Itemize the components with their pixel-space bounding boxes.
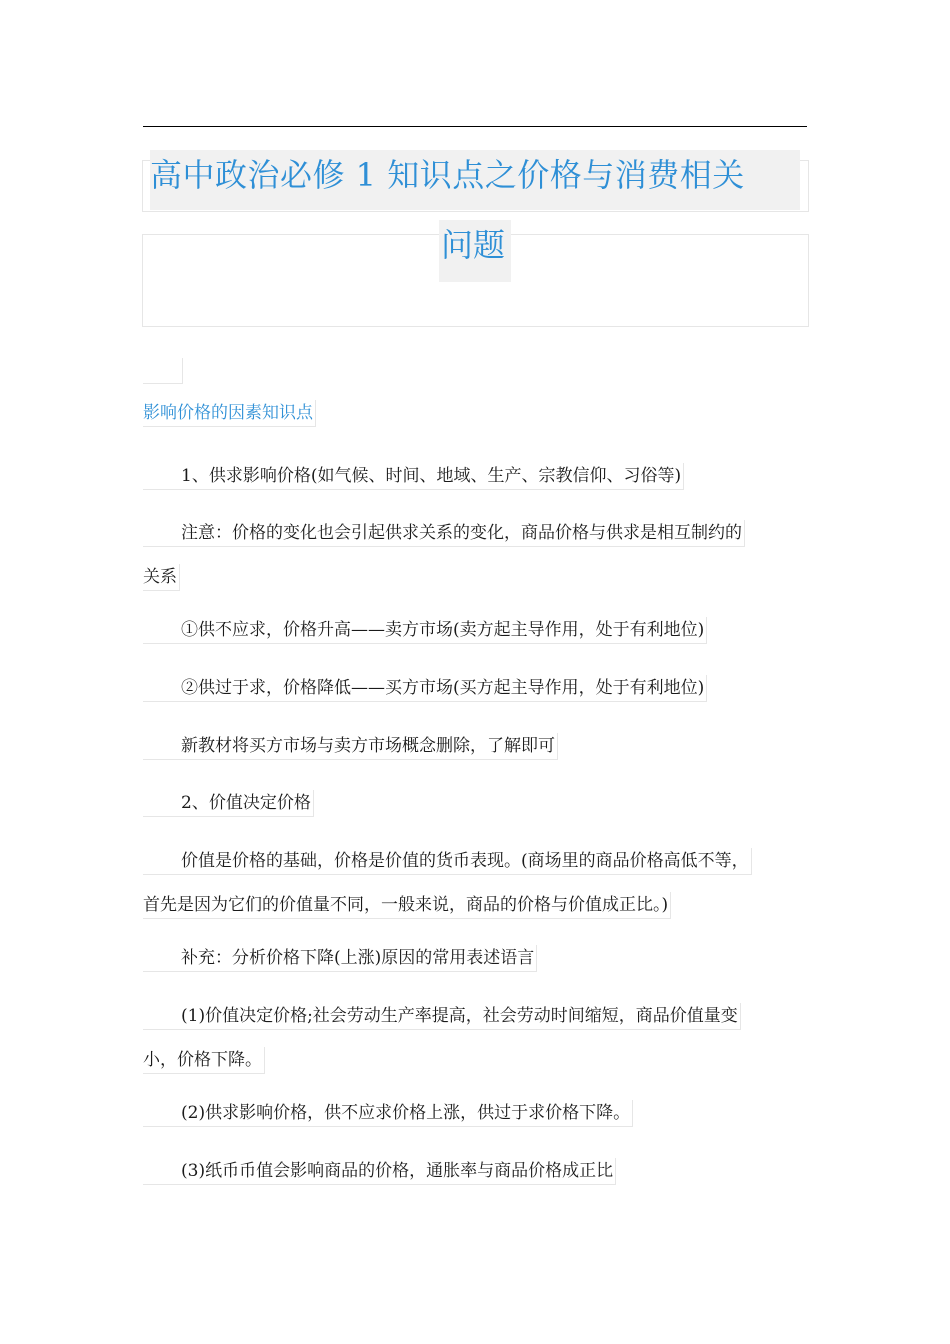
document-title-line-2: 问题 [441,226,506,264]
header-rule [143,126,807,127]
paragraph-line: 首先是因为它们的价值量不同，一般来说，商品的价格与价值成正比。) [143,892,671,919]
empty-frame [143,358,183,384]
paragraph-line: 小，价格下降。 [143,1047,265,1074]
paragraph-line: (1)价值决定价格;社会劳动生产率提高，社会劳动时间缩短，商品价值量变 [143,1003,741,1030]
paragraph-line: (3)纸币币值会影响商品的价格，通胀率与商品价格成正比 [143,1158,616,1185]
paragraph-buyers-market [143,669,807,707]
paragraph-sellers-market [143,611,807,649]
paragraph-value-basis [143,842,807,924]
paragraph-line: 新教材将买方市场与卖方市场概念删除，了解即可 [143,733,558,760]
paragraph-supply-demand [143,457,807,495]
paragraph-line: 补充：分析价格下降(上涨)原因的常用表述语言 [143,945,537,972]
section-heading: 影响价格的因素知识点 [143,400,316,427]
paragraph-line: 1、供求影响价格(如气候、时间、地域、生产、宗教信仰、习俗等) [143,463,684,490]
paragraph-note [143,514,807,596]
paragraph-line: 价值是价格的基础，价格是价值的货币表现。(商场里的商品价格高低不等， [143,848,752,875]
paragraph-line: ①供不应求，价格升高——卖方市场(卖方起主导作用，处于有利地位) [143,617,707,644]
paragraph-point-3 [143,1152,807,1190]
paragraph-line: 2、价值决定价格 [143,790,314,817]
paragraph-line: ②供过于求，价格降低——买方市场(买方起主导作用，处于有利地位) [143,675,707,702]
paragraph-point-2 [143,1094,807,1132]
paragraph-point-1 [143,997,807,1079]
document-title-line-1: 高中政治必修 1 知识点之价格与消费相关 [150,156,745,194]
paragraph-line: 关系 [143,564,180,591]
paragraph-line: 注意：价格的变化也会引起供求关系的变化，商品价格与供求是相互制约的 [143,520,745,547]
paragraph-line: (2)供求影响价格，供不应求价格上涨，供过于求价格下降。 [143,1100,633,1127]
paragraph-new-textbook [143,727,807,765]
paragraph-value-determines-price [143,784,807,822]
paragraph-supplement [143,939,807,977]
